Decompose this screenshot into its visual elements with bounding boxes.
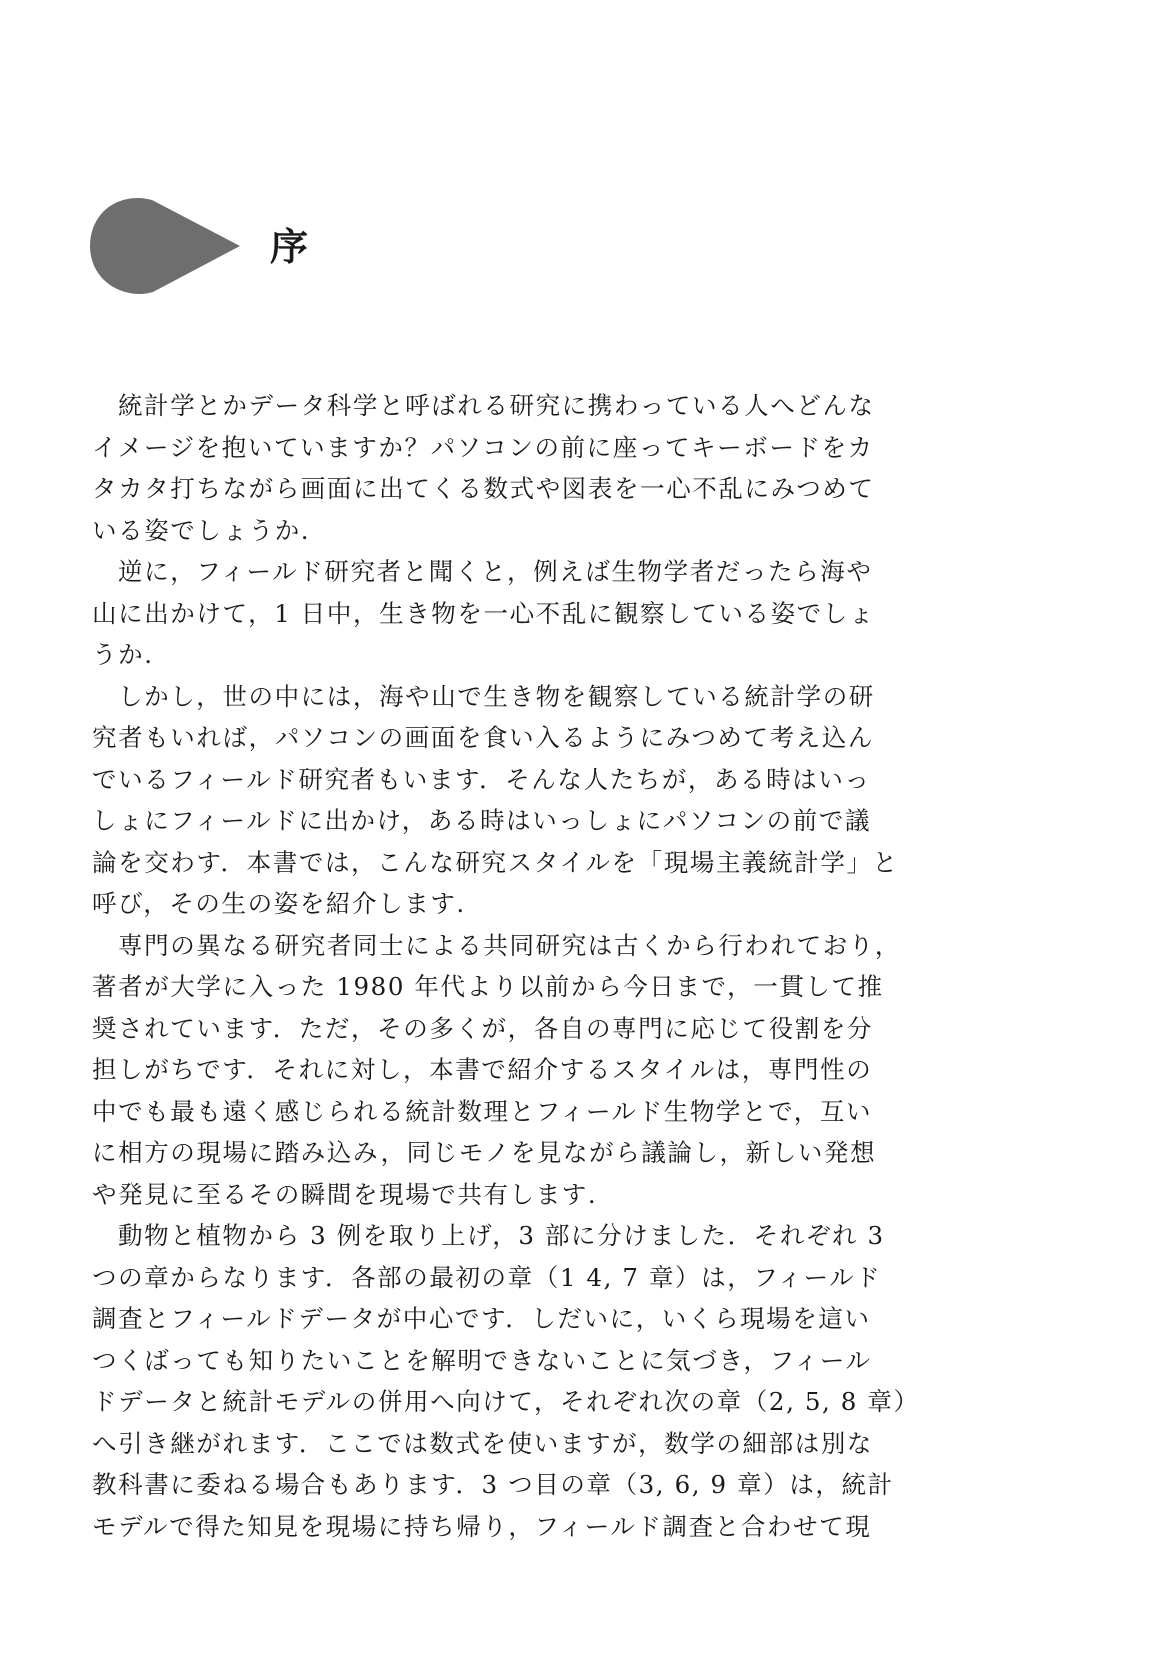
paragraph — [92, 1215, 920, 1547]
text-line: でいるフィールド研究者もいます．そんな人たちが，ある時はいっ — [92, 764, 871, 794]
text-line: イメージを抱いていますか？パソコンの前に座ってキーボードをカ — [92, 432, 874, 462]
text-line: 中でも最も遠く感じられる統計数理とフィールド生物学とで，互い — [92, 1096, 873, 1126]
text-line: つの章からなります．各部の最初の章（1 4, 7 章）は，フィールド — [92, 1262, 882, 1292]
text-line: 統計学とかデータ科学と呼ばれる研究に携わっている人へどんな — [118, 391, 875, 420]
paragraph — [92, 385, 875, 551]
text-line: うか. — [92, 640, 154, 669]
text-line: 逆に，フィールド研究者と聞くと，例えば生物学者だったら海や — [118, 557, 873, 586]
text-line: しょにフィールドに出かけ，ある時はいっしょにパソコンの前で議 — [92, 806, 872, 835]
text-line: 専門の異なる研究者同士による共同研究は古くから行われており， — [118, 930, 901, 960]
text-line: 呼び，その生の姿を紹介します. — [92, 889, 466, 918]
text-line: モデルで得た知見を現場に持ち帰り，フィールド調査と合わせて現 — [92, 1511, 872, 1541]
text-line: 担しがちです．それに対し，本書で紹介するスタイルは，専門性の — [92, 1055, 873, 1084]
text-line: 山に出かけて，1 日中，生き物を一心不乱に観察している姿でしょ — [92, 598, 875, 628]
text-line: いる姿でしょうか. — [92, 515, 311, 545]
text-line: ドデータと統計モデルの併用へ向けて，それぞれ次の章（2, 5, 8 章） — [92, 1387, 920, 1416]
text-line: 論を交わす．本書では，こんな研究スタイルを「現場主義統計学」と — [92, 847, 899, 877]
text-line: や発見に至るその瞬間を現場で共有します. — [92, 1179, 598, 1209]
text-line: 奨されています．ただ，その多くが，各自の専門に応じて役割を分 — [92, 1013, 874, 1043]
chapter-marker-icon — [90, 198, 250, 298]
text-line: に相方の現場に踏み込み，同じモノを見ながら議論し，新しい発想 — [92, 1138, 877, 1167]
text-line: タカタ打ちながら画面に出てくる数式や図表を一心不乱にみつめて — [92, 474, 875, 503]
paragraph — [92, 676, 899, 925]
text-line: つくばっても知りたいことを解明できないことに気づき，フィール — [92, 1345, 872, 1375]
text-line: 著者が大学に入った 1980 年代より以前から今日まで，一貫して推 — [92, 972, 884, 1001]
text-line: 調査とフィールドデータが中心です．しだいに，いくら現場を這い — [92, 1304, 871, 1333]
text-line: 教科書に委ねる場合もあります．3 つ目の章（3, 6, 9 章）は，統計 — [92, 1470, 894, 1499]
chapter-title: 序 — [270, 225, 309, 269]
text-line: しかし，世の中には，海や山で生き物を観察している統計学の研 — [118, 681, 875, 711]
text-line: へ引き継がれます．ここでは数式を使いますが，数学の細部は別な — [92, 1428, 874, 1458]
body-text — [92, 385, 920, 1547]
paragraph — [92, 551, 875, 676]
text-line: 究者もいれば，パソコンの画面を食い入るようにみつめて考え込ん — [92, 723, 875, 752]
paragraph — [92, 925, 901, 1216]
text-line: 動物と植物から 3 例を取り上げ，3 部に分けました．それぞれ 3 — [118, 1221, 885, 1250]
